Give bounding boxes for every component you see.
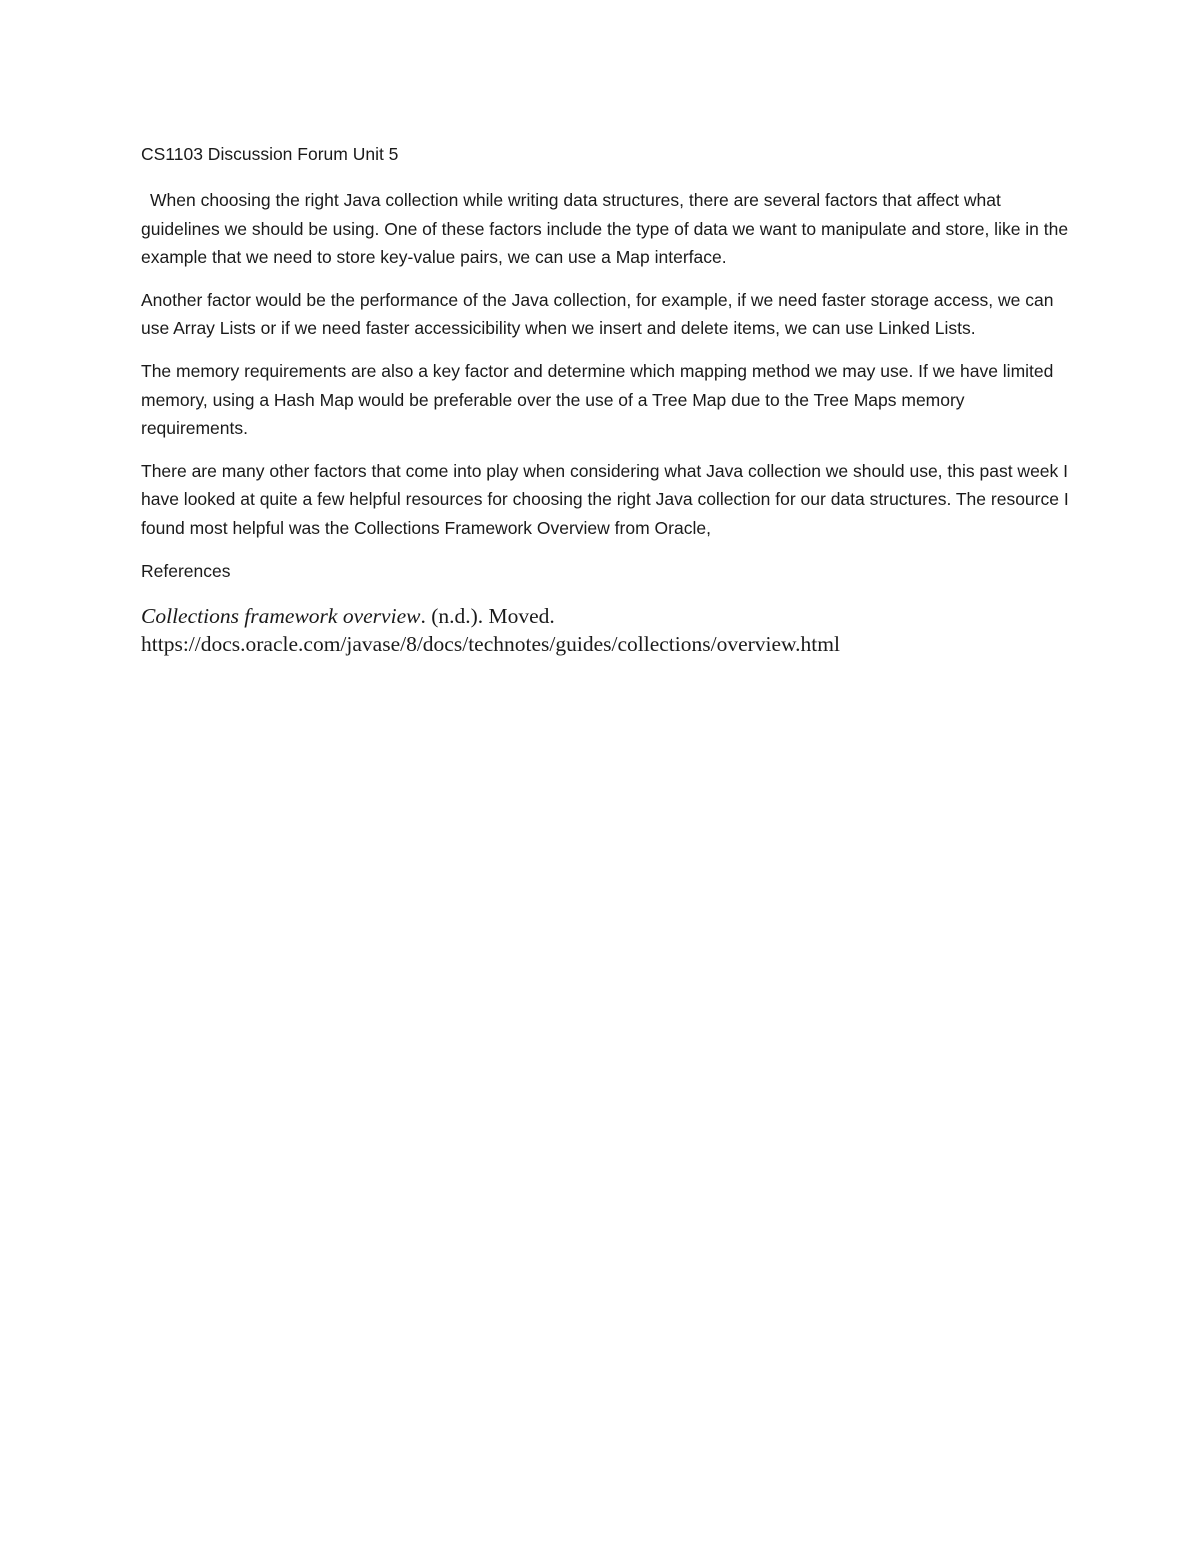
- document-body: [141, 140, 1071, 658]
- reference-url: https://docs.oracle.com/javase/8/docs/technotes/guides/collections/overview.html: [141, 631, 840, 656]
- paragraph-collection-factors: When choosing the right Java collection while writing data structures, there are several factors that affect what guidelines we should be using. One of these factors include the type of data we want to manipulate and store, like in the example that we need to store key-value pairs, we can use a Map interface.: [141, 190, 1069, 268]
- document-title: CS1103 Discussion Forum Unit 5: [141, 144, 399, 164]
- references-heading: References: [141, 560, 231, 581]
- reference-title: Collections framework overview: [141, 603, 421, 628]
- paragraph-memory: The memory requirements are also a key factor and determine which mapping method we may use. If we have limited memory, using a Hash Map would be preferable over the use of a Tree Map due to the Tree Maps memory requirements.: [141, 360, 1054, 439]
- paragraph-performance: Another factor would be the performance of the Java collection, for example, if we need faster storage access, we can use Array Lists or if we need faster accessicibility when we insert and delete items, we can use Linked Lists.: [141, 289, 1054, 339]
- reference-details: . (n.d.). Moved.: [420, 603, 555, 628]
- reference-entry: [141, 602, 1071, 658]
- paragraph-resources: There are many other factors that come into play when considering what Java collection we should use, this past week I have looked at quite a few helpful resources for choosing the right Java collection for our data structures. The resource I found most helpful was the Collections Framework Overview from Oracle,: [141, 460, 1069, 538]
